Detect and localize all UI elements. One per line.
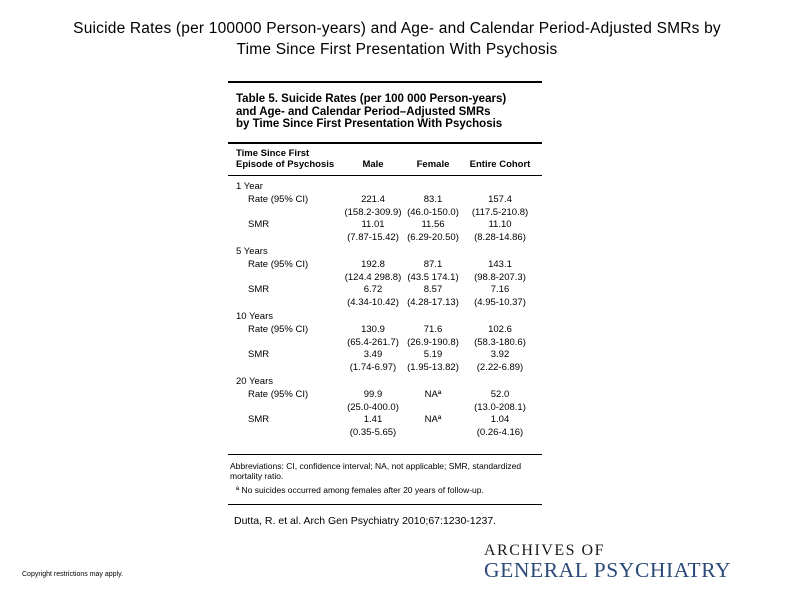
rate-ci-entire-cohort: (117.5-210.8) bbox=[471, 206, 529, 218]
header-bottom-rule bbox=[228, 175, 542, 176]
smr-row-label: SMR bbox=[248, 349, 270, 361]
header-top-rule bbox=[228, 142, 542, 144]
rate-row-label: Rate (95% CI) bbox=[248, 193, 309, 205]
rate-value-entire-cohort: 157.4 bbox=[488, 193, 512, 205]
table-caption-line3: by Time Since First Presentation With Psychosis bbox=[236, 118, 503, 130]
table-caption-line1: Table 5. Suicide Rates (per 100 000 Person-years) bbox=[236, 93, 507, 105]
smr-value-entire-cohort: 7.16 bbox=[490, 284, 510, 296]
table-top-rule bbox=[228, 81, 542, 83]
table-caption bbox=[236, 93, 536, 131]
header-male: Male bbox=[362, 159, 384, 170]
smr-ci-male: (1.74-6.97) bbox=[349, 362, 397, 374]
smr-ci-entire-cohort: (4.95-10.37) bbox=[474, 297, 526, 309]
smr-ci-entire-cohort: (0.26-4.16) bbox=[476, 427, 524, 439]
smr-value-entire-cohort: 1.04 bbox=[490, 414, 510, 426]
smr-row-label: SMR bbox=[248, 414, 270, 426]
smr-value-entire-cohort: 11.10 bbox=[488, 219, 512, 231]
smr-value-female: NAª bbox=[424, 414, 442, 426]
group-label: 20 Years bbox=[236, 376, 273, 387]
smr-value-male: 1.41 bbox=[363, 414, 383, 426]
rate-ci-male: (124.4 298.8) bbox=[344, 271, 402, 283]
group-label: 1 Year bbox=[236, 181, 263, 192]
rate-ci-entire-cohort: (98.8-207.3) bbox=[474, 271, 526, 283]
slide-title-line1: Suicide Rates (per 100000 Person-years) and Age- and Calendar Period-Adjusted SMRs by bbox=[73, 20, 721, 37]
rate-value-male: 99.9 bbox=[363, 388, 383, 400]
smr-ci-male: (0.35-5.65) bbox=[349, 427, 397, 439]
rate-row-label: Rate (95% CI) bbox=[248, 388, 309, 400]
rate-ci-male: (158.2-309.9) bbox=[344, 206, 402, 218]
smr-ci-male: (7.87-15.42) bbox=[347, 232, 399, 244]
table-caption-line2: and Age- and Calendar Period–Adjusted SMRs bbox=[236, 105, 491, 118]
rate-value-female: 83.1 bbox=[423, 193, 443, 205]
group-label: 10 Years bbox=[236, 311, 273, 322]
table-figure bbox=[228, 81, 542, 505]
smr-row-label: SMR bbox=[248, 219, 270, 231]
group-label: 5 Years bbox=[236, 246, 268, 257]
smr-row-label: SMR bbox=[248, 284, 270, 296]
rate-value-male: 130.9 bbox=[361, 323, 385, 335]
smr-ci-female: (1.95-13.82) bbox=[407, 362, 459, 374]
rate-ci-entire-cohort: (13.0-208.1) bbox=[474, 401, 526, 413]
rate-ci-entire-cohort: (58.3-180.6) bbox=[474, 336, 526, 348]
smr-ci-entire-cohort: (2.22-6.89) bbox=[476, 362, 524, 374]
table-bottom-rule bbox=[228, 454, 542, 455]
rate-ci-female: (46.0-150.0) bbox=[407, 206, 459, 218]
slide-title-line2: Time Since First Presentation With Psychosis bbox=[236, 41, 558, 58]
rate-ci-male: (25.0-400.0) bbox=[347, 401, 399, 413]
rate-ci-female: (43.5 174.1) bbox=[407, 271, 459, 283]
abbreviations-note: Abbreviations: CI, confidence interval; NA, not applicable; SMR, standardized mortality ratio. bbox=[230, 461, 522, 481]
rate-row-label: Rate (95% CI) bbox=[248, 258, 309, 270]
rate-value-female: 71.6 bbox=[423, 323, 443, 335]
footnote: ª No suicides occurred among females after 20 years of follow-up. bbox=[236, 485, 484, 495]
logo-archives-of: ARCHIVES OF bbox=[484, 542, 605, 559]
header-time-line2: Episode of Psychosis bbox=[236, 158, 335, 170]
rate-value-female: 87.1 bbox=[423, 258, 443, 270]
rate-value-entire-cohort: 143.1 bbox=[488, 258, 512, 270]
smr-value-entire-cohort: 3.92 bbox=[490, 349, 510, 361]
smr-value-male: 6.72 bbox=[363, 284, 383, 296]
smr-value-female: 5.19 bbox=[423, 349, 443, 361]
header-entire-cohort: Entire Cohort bbox=[469, 159, 531, 170]
journal-logo bbox=[484, 542, 746, 582]
slide-title bbox=[0, 18, 794, 60]
rate-value-male: 221.4 bbox=[361, 193, 385, 205]
copyright-notice: Copyright restrictions may apply. bbox=[22, 571, 124, 578]
smr-ci-female: (4.28-17.13) bbox=[407, 297, 459, 309]
smr-ci-entire-cohort: (8.28-14.86) bbox=[474, 232, 526, 244]
logo-general-psychiatry: GENERAL PSYCHIATRY bbox=[484, 558, 732, 582]
figure-bottom-rule bbox=[228, 504, 542, 505]
header-female: Female bbox=[416, 159, 450, 170]
smr-value-female: 11.56 bbox=[421, 219, 445, 231]
rate-value-female: NAª bbox=[424, 388, 442, 400]
smr-ci-male: (4.34-10.42) bbox=[347, 297, 399, 309]
rate-value-entire-cohort: 52.0 bbox=[490, 388, 510, 400]
smr-value-male: 11.01 bbox=[361, 219, 385, 231]
rate-row-label: Rate (95% CI) bbox=[248, 323, 309, 335]
smr-ci-female: (6.29-20.50) bbox=[407, 232, 459, 244]
rate-ci-male: (65.4-261.7) bbox=[347, 336, 399, 348]
rate-value-entire-cohort: 102.6 bbox=[488, 323, 512, 335]
rate-value-male: 192.8 bbox=[361, 258, 385, 270]
rate-ci-female: (26.9-190.8) bbox=[407, 336, 459, 348]
smr-value-female: 8.57 bbox=[423, 284, 443, 296]
citation: Dutta, R. et al. Arch Gen Psychiatry 2010;67:1230-1237. bbox=[234, 515, 497, 527]
header-time-since-first bbox=[236, 149, 334, 170]
smr-value-male: 3.49 bbox=[363, 349, 383, 361]
header-time-line1: Time Since First bbox=[236, 148, 310, 159]
